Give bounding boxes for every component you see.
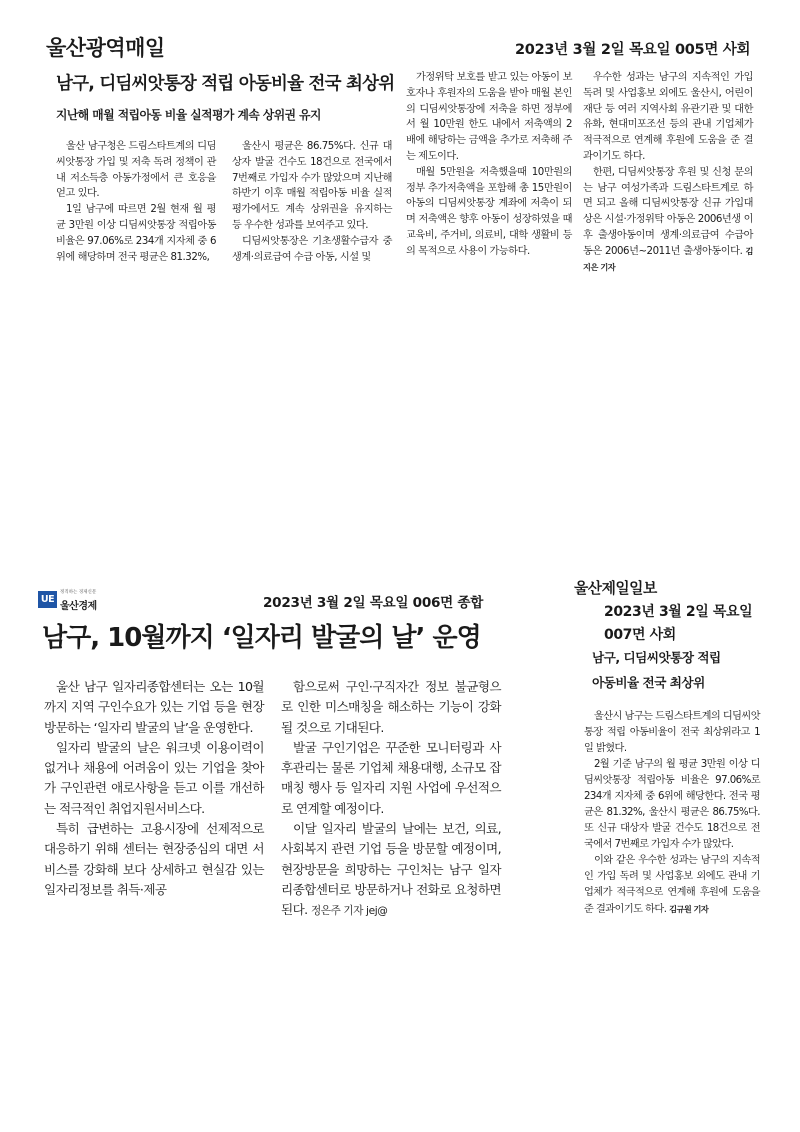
news-clip-ulsan-gwangyeok-maeil	[46, 32, 762, 272]
paragraph: 특히 급변하는 고용시장에 선제적으로 대응하기 위해 센터는 현장중심의 대면 서비스를 강화해 보다 상세하고 현실감 있는 일자리정보를 취득·제공	[44, 821, 264, 897]
byline: 정은주 기자 jej@	[310, 905, 388, 918]
paragraph-text: 이달 일자리 발굴의 날에는 보건, 의료, 사회복지 관련 기업 등을 방문할 예정이며, 현장방문을 희망하는 구인처는 남구 일자리종합센터로 방문하거나 전화로 요청하면 된다.	[281, 821, 501, 918]
byline: 김규원 기자	[669, 904, 709, 914]
paragraph: 일자리 발굴의 날은 워크넷 이용이력이 없거나 채용에 어려움이 있는 기업을 찾아가 구인관련 애로사항을 듣고 이를 개선하는 적극적인 취업지원서비스다.	[44, 739, 264, 816]
subheadline: 지난해 매월 적립아동 비율 실적평가 계속 상위권 유지	[56, 108, 321, 122]
paragraph: 1일 남구에 따르면 2월 현재 월 평균 3만원 이상 디딤씨앗통장 적립아동 비율은 97.06%로 234개 지자체 중 6위에 해당하며 전국 평균은 81.32%,	[56, 204, 216, 263]
paragraph: 발굴 구인기업은 꾸준한 모니터링과 사후관리는 물론 기업체 채용대행, 소규모 잡매칭 행사 등 일자리 지원 사업에 우선적으로 연계할 예정이다.	[281, 739, 501, 816]
paragraph: 함으로써 구인·구직자간 정보 불균형으로 인한 미스매칭을 해소하는 기능이 강화될 것으로 기대된다.	[281, 679, 501, 735]
headline-line-1: 남구, 디딤씨앗통장 적립	[592, 650, 721, 665]
dateline: 2023년 3월 2일 목요일 005면 사회	[515, 42, 751, 58]
publication-name: 울산제일일보	[574, 580, 657, 597]
paragraph: 디딤씨앗통장은 기초생활수급자 중 생계·의료급여 수급 아동, 시설 및	[232, 235, 392, 263]
article-column-2	[232, 139, 392, 265]
paragraph: 울산시 평균은 86.75%다. 신규 대상자 발굴 건수도 18건으로 전국에서 7번째로 가입자 수가 많았으며 지난해 하반기 이후 매월 적립아동 비율 실적평가에서도 계속 상위권을 유지하는 등 우수한 성과를 보여주고 있다.	[232, 141, 392, 231]
article-column-1	[56, 139, 216, 265]
news-clip-ulsan-jeil-ilbo	[574, 577, 770, 927]
article-column-2	[281, 677, 501, 922]
paragraph: 울산 남구 일자리종합센터는 오는 10월까지 지역 구인수요가 있는 기업 등을 현장 방문하는 ‘일자리 발굴의 날’을 운영한다.	[44, 679, 264, 735]
publication-logo	[38, 589, 118, 615]
paragraph-text: 한편, 디딤씨앗통장 후원 및 신청 문의는 남구 여성가족과 드림스타트계로 하면 되고 올해 디딤씨앗통장 신규 가입대상은 시설·가정위탁 아동은 2006년생 이후 출생아동이며 생계·의료급여 수급아동은 2006년~2011년 출생아동이다.	[583, 166, 753, 257]
news-clip-ulsan-gyeongje	[38, 585, 508, 918]
paragraph: 2월 기준 남구의 월 평균 3만원 이상 디딤씨앗통장 적립아동 비율은 97.06%로 234개 지자체 중 6위에 해당한다. 전국 평균은 81.32%, 울산시 평균은 86.75%다. 또 신규 대상자 발굴 건수도 18건으로 전국에서 7번째로 가입자 수가 많았다.	[584, 759, 760, 850]
paragraph	[281, 819, 501, 921]
dateline-date: 2023년 3월 2일 목요일	[604, 604, 753, 620]
logo-mark: UE	[38, 591, 57, 608]
paragraph: 가정위탁 보호를 받고 있는 아동이 보호자나 후원자의 도움을 받아 매월 본인의 디딤씨앗통장에 저축을 하면 정부에서 월 10만원 한도 내에서 저축액의 2배에 해당하는 금액을 추가로 저축해 주는 제도이다.	[406, 72, 572, 162]
dateline: 2023년 3월 2일 목요일 006면 종합	[263, 595, 484, 611]
paragraph: 울산 남구청은 드림스타트계의 디딤씨앗통장 가입 및 저축 독려 정책이 관내 저소득층 아동가정에서 큰 호응을 얻고 있다.	[56, 141, 216, 200]
byline: 김지은 기자	[583, 245, 753, 272]
paragraph-text: 이와 같은 우수한 성과는 남구의 지속적인 가입 독려 및 사업홍보 외에도 관내 기업체가 적극적으로 연계해 후원에 도움을 준 결과이기도 하다.	[584, 855, 760, 915]
headline: 남구, 10월까지 ‘일자리 발굴의 날’ 운영	[42, 623, 481, 653]
paragraph: 매월 5만원을 저축했을때 10만원의 정부 추가저축액을 포함해 총 15만원이 아동의 디딤씨앗통장 계좌에 저축이 되며 저축액은 향후 아동이 성장하였을 때 교육비, 주거비, 의료비, 대학 생활비 등의 목적으로 사용이 가능하다.	[406, 166, 572, 257]
dateline-page: 007면 사회	[604, 627, 676, 643]
publication-name: 울산광역매일	[46, 36, 165, 60]
article-column-4	[583, 70, 753, 275]
headline-line-2: 아동비율 전국 최상위	[592, 675, 705, 690]
article-column-3	[406, 70, 572, 260]
article-body	[584, 709, 760, 918]
paragraph: 우수한 성과는 남구의 지속적인 가입 독려 및 사업홍보 외에도 울산시, 어린이재단 등 여러 지역사회 유관기관 및 대한유화, 현대미포조선 등의 관내 기업체가 적극적으로 연계해 후원에 도움을 준 결과이기도 하다.	[583, 72, 753, 162]
headline: 남구, 디딤씨앗통장 적립 아동비율 전국 최상위	[56, 74, 395, 94]
paragraph	[583, 165, 753, 276]
publication-name: 울산경제	[60, 601, 97, 612]
paragraph: 울산시 남구는 드림스타트계의 디딤씨앗통장 적립 아동비율이 전국 최상위라고 1일 밝혔다.	[584, 711, 761, 754]
article-column-1	[44, 677, 264, 900]
paragraph	[584, 853, 760, 918]
logo-tagline: 정직하는 경제신문	[60, 590, 97, 595]
